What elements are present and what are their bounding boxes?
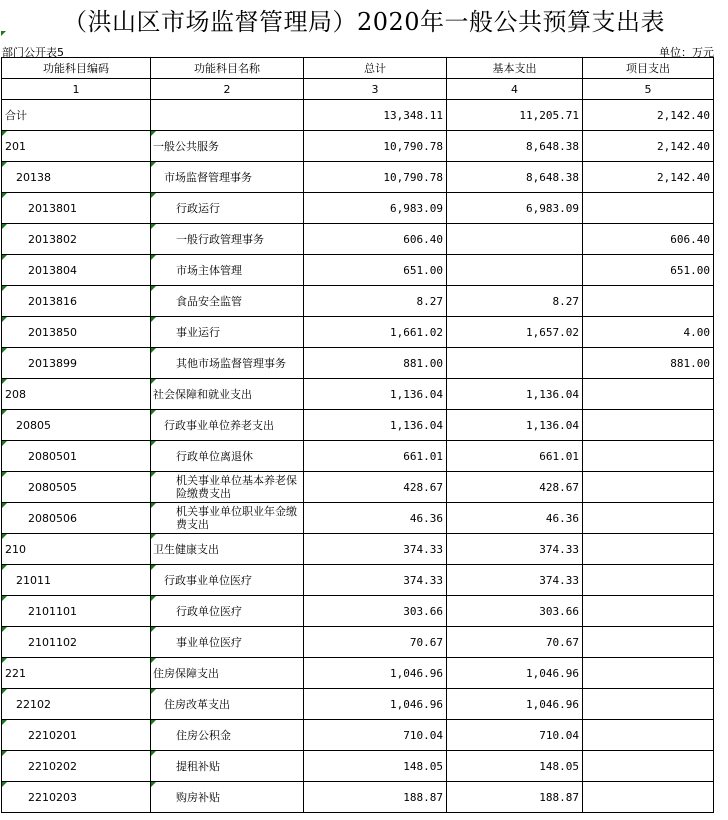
table-row — [2, 658, 714, 689]
budget-table — [1, 57, 714, 813]
cell-name — [151, 100, 304, 131]
cell-basic: 661.01 — [447, 441, 583, 472]
cell-code: 2080506 — [2, 503, 151, 534]
cell-basic: 1,136.04 — [447, 379, 583, 410]
cell-basic: 46.36 — [447, 503, 583, 534]
cell-basic: 148.05 — [447, 751, 583, 782]
cell-code: 2013899 — [2, 348, 151, 379]
cell-code: 2210203 — [2, 782, 151, 813]
cell-code: 2210202 — [2, 751, 151, 782]
cell-code: 合计 — [2, 100, 151, 131]
cell-project — [583, 565, 714, 596]
cell-project — [583, 472, 714, 503]
table-row — [2, 317, 714, 348]
cell-code: 2013801 — [2, 193, 151, 224]
table-row — [2, 131, 714, 162]
cell-total: 6,983.09 — [304, 193, 447, 224]
table-row — [2, 348, 714, 379]
cell-basic: 8.27 — [447, 286, 583, 317]
form-number: 部门公开表5 — [2, 46, 64, 59]
cell-project — [583, 410, 714, 441]
cell-total: 374.33 — [304, 565, 447, 596]
cell-total: 10,790.78 — [304, 162, 447, 193]
cell-total: 70.67 — [304, 627, 447, 658]
cell-project — [583, 503, 714, 534]
table-row — [2, 503, 714, 534]
cell-project — [583, 720, 714, 751]
table-row — [2, 565, 714, 596]
cell-basic: 1,046.96 — [447, 658, 583, 689]
col-num-5: 5 — [583, 79, 714, 100]
table-row — [2, 534, 714, 565]
cell-project — [583, 441, 714, 472]
cell-basic: 1,046.96 — [447, 689, 583, 720]
table-row — [2, 441, 714, 472]
table-row — [2, 472, 714, 503]
cell-total: 1,046.96 — [304, 689, 447, 720]
table-row — [2, 379, 714, 410]
cell-total: 10,790.78 — [304, 131, 447, 162]
cell-code: 2013802 — [2, 224, 151, 255]
cell-project: 651.00 — [583, 255, 714, 286]
cell-name: 一般行政管理事务 — [151, 224, 304, 255]
cell-code: 2080505 — [2, 472, 151, 503]
cell-project — [583, 751, 714, 782]
cell-code: 2101101 — [2, 596, 151, 627]
cell-code: 21011 — [2, 565, 151, 596]
table-row — [2, 255, 714, 286]
cell-total: 1,136.04 — [304, 379, 447, 410]
cell-project — [583, 782, 714, 813]
table-row — [2, 193, 714, 224]
header-name: 功能科目名称 — [151, 58, 304, 79]
cell-name: 行政事业单位医疗 — [151, 565, 304, 596]
cell-basic: 70.67 — [447, 627, 583, 658]
cell-code: 2101102 — [2, 627, 151, 658]
cell-code: 208 — [2, 379, 151, 410]
cell-total: 606.40 — [304, 224, 447, 255]
cell-basic — [447, 348, 583, 379]
cell-name: 购房补贴 — [151, 782, 304, 813]
cell-name: 住房保障支出 — [151, 658, 304, 689]
cell-basic: 428.67 — [447, 472, 583, 503]
cell-code: 2080501 — [2, 441, 151, 472]
cell-name: 事业运行 — [151, 317, 304, 348]
table-row — [2, 410, 714, 441]
cell-name: 行政事业单位养老支出 — [151, 410, 304, 441]
page-title: （洪山区市场监督管理局）2020年一般公共预算支出表 — [62, 8, 666, 36]
cell-name: 行政单位离退休 — [151, 441, 304, 472]
cell-name: 机关事业单位职业年金缴费支出 — [151, 503, 304, 534]
cell-basic: 1,657.02 — [447, 317, 583, 348]
cell-name: 机关事业单位基本养老保险缴费支出 — [151, 472, 304, 503]
table-row — [2, 100, 714, 131]
cell-project — [583, 658, 714, 689]
cell-project: 2,142.40 — [583, 131, 714, 162]
cell-code: 2013816 — [2, 286, 151, 317]
cell-name: 卫生健康支出 — [151, 534, 304, 565]
col-num-2: 2 — [151, 79, 304, 100]
cell-project — [583, 596, 714, 627]
cell-total: 8.27 — [304, 286, 447, 317]
cell-code: 22102 — [2, 689, 151, 720]
cell-total: 428.67 — [304, 472, 447, 503]
table-row — [2, 627, 714, 658]
header-project: 项目支出 — [583, 58, 714, 79]
cell-project — [583, 627, 714, 658]
cell-name: 行政运行 — [151, 193, 304, 224]
cell-total: 374.33 — [304, 534, 447, 565]
cell-basic: 303.66 — [447, 596, 583, 627]
cell-code: 20138 — [2, 162, 151, 193]
cell-total: 188.87 — [304, 782, 447, 813]
unit-label: 单位：万元 — [659, 46, 714, 59]
cell-project: 881.00 — [583, 348, 714, 379]
cell-total: 46.36 — [304, 503, 447, 534]
cell-total: 148.05 — [304, 751, 447, 782]
cell-name: 其他市场监督管理事务 — [151, 348, 304, 379]
table-row — [2, 782, 714, 813]
cell-project — [583, 286, 714, 317]
cell-code: 2013804 — [2, 255, 151, 286]
cell-project: 2,142.40 — [583, 100, 714, 131]
cell-total: 13,348.11 — [304, 100, 447, 131]
cell-code: 2013850 — [2, 317, 151, 348]
table-row — [2, 162, 714, 193]
table-row — [2, 751, 714, 782]
cell-basic: 1,136.04 — [447, 410, 583, 441]
cell-total: 881.00 — [304, 348, 447, 379]
cell-basic: 11,205.71 — [447, 100, 583, 131]
cell-code: 2210201 — [2, 720, 151, 751]
cell-basic: 8,648.38 — [447, 131, 583, 162]
cell-project: 2,142.40 — [583, 162, 714, 193]
cell-total: 1,661.02 — [304, 317, 447, 348]
cell-basic: 710.04 — [447, 720, 583, 751]
cell-basic — [447, 255, 583, 286]
cell-total: 1,136.04 — [304, 410, 447, 441]
cell-basic: 374.33 — [447, 534, 583, 565]
cell-marker — [1, 31, 6, 36]
cell-name: 社会保障和就业支出 — [151, 379, 304, 410]
column-number-row — [2, 79, 714, 100]
cell-basic: 188.87 — [447, 782, 583, 813]
cell-project — [583, 193, 714, 224]
cell-total: 1,046.96 — [304, 658, 447, 689]
col-num-3: 3 — [304, 79, 447, 100]
cell-total: 651.00 — [304, 255, 447, 286]
cell-name: 食品安全监管 — [151, 286, 304, 317]
cell-code: 201 — [2, 131, 151, 162]
cell-basic: 374.33 — [447, 565, 583, 596]
header-row — [2, 58, 714, 79]
cell-code: 20805 — [2, 410, 151, 441]
cell-name: 提租补贴 — [151, 751, 304, 782]
header-code: 功能科目编码 — [2, 58, 151, 79]
cell-total: 661.01 — [304, 441, 447, 472]
cell-project — [583, 534, 714, 565]
cell-code: 221 — [2, 658, 151, 689]
header-total: 总计 — [304, 58, 447, 79]
cell-project: 606.40 — [583, 224, 714, 255]
cell-name: 市场主体管理 — [151, 255, 304, 286]
table-row — [2, 689, 714, 720]
cell-code: 210 — [2, 534, 151, 565]
cell-project: 4.00 — [583, 317, 714, 348]
col-num-4: 4 — [447, 79, 583, 100]
cell-name: 行政单位医疗 — [151, 596, 304, 627]
table-row — [2, 596, 714, 627]
header-basic: 基本支出 — [447, 58, 583, 79]
cell-total: 303.66 — [304, 596, 447, 627]
cell-basic: 8,648.38 — [447, 162, 583, 193]
table-row — [2, 224, 714, 255]
cell-total: 710.04 — [304, 720, 447, 751]
col-num-1: 1 — [2, 79, 151, 100]
cell-name: 市场监督管理事务 — [151, 162, 304, 193]
cell-name: 事业单位医疗 — [151, 627, 304, 658]
cell-project — [583, 379, 714, 410]
cell-project — [583, 689, 714, 720]
table-row — [2, 286, 714, 317]
cell-name: 住房公积金 — [151, 720, 304, 751]
cell-basic: 6,983.09 — [447, 193, 583, 224]
table-row — [2, 720, 714, 751]
cell-name: 一般公共服务 — [151, 131, 304, 162]
cell-name: 住房改革支出 — [151, 689, 304, 720]
cell-basic — [447, 224, 583, 255]
